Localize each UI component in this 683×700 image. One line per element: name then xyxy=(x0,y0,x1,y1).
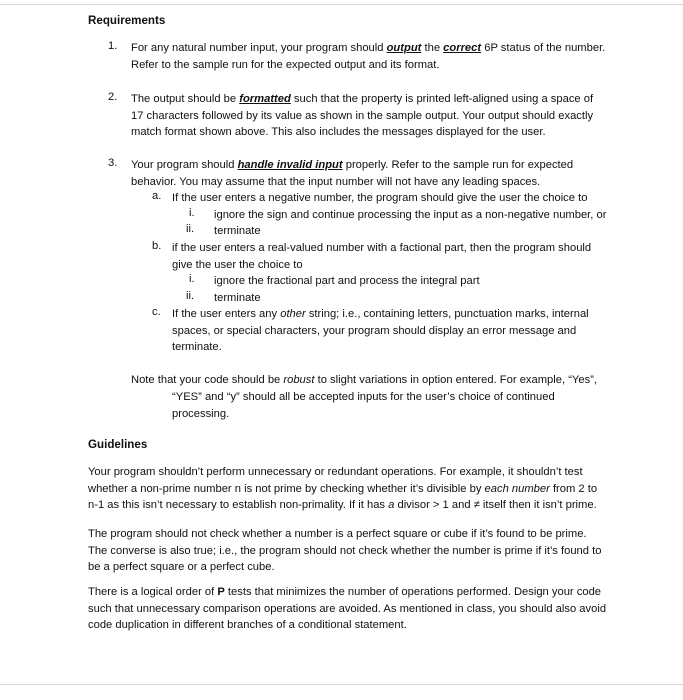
text-line: match format shown above. This also includes the messages displayed for the user. xyxy=(131,126,546,139)
option-marker: ii. xyxy=(186,223,195,235)
text-line: terminate. xyxy=(172,341,222,354)
guidelines-paragraph-2 xyxy=(88,526,648,576)
note-continuation xyxy=(172,389,555,422)
text-line: n-1 as this isn’t necessary to establish non-primality. If it has a divisor > 1 and ≠ itself then it isn’t prime. xyxy=(88,499,597,512)
sublist-marker-c: c. xyxy=(152,306,161,318)
requirement-item-3 xyxy=(131,157,573,190)
text-line: code duplication in different branches of a conditional statement. xyxy=(88,619,407,632)
text-line: whether a non-prime number n is not prime by checking whether it’s divisible by each number from 2 to xyxy=(88,482,598,495)
text-line: such that unnecessary comparison operations are avoided. As mentioned in class, you should also avoid xyxy=(88,602,607,615)
text-line: spaces, or special characters, your program should display an error message and xyxy=(172,324,577,337)
option-text: terminate xyxy=(214,225,261,237)
list-marker-1: 1. xyxy=(108,40,118,52)
text-line: if the user enters a real-valued number with a factional part, then the program should xyxy=(172,242,592,254)
text-line: The output should be formatted such that the property is printed left-aligned using a space of xyxy=(131,93,594,105)
text-line: Your program shouldn’t perform unnecessary or redundant operations. For example, it shouldn’t test xyxy=(88,466,583,478)
list-marker-2: 2. xyxy=(108,91,118,103)
text-line: Note that your code should be robust to slight variations in option entered. For example, “Yes”, xyxy=(131,374,598,386)
requirement-item-2 xyxy=(131,91,593,141)
text-line: The converse is also true; i.e., the program should not check whether the number is prime if it’s found to xyxy=(88,544,602,557)
requirements-heading: Requirements xyxy=(88,14,166,27)
bottom-divider xyxy=(0,684,683,685)
option-marker: ii. xyxy=(186,290,195,302)
guidelines-heading: Guidelines xyxy=(88,438,148,451)
text-line: give the user the choice to xyxy=(172,258,303,271)
option-text: ignore the fractional part and process the integral part xyxy=(214,275,480,287)
text-line: For any natural number input, your program should output the correct 6P status of the number. xyxy=(131,42,606,54)
text-line: There is a logical order of P tests that minimizes the number of operations performed. Design your code xyxy=(88,586,602,598)
text-line: Your program should handle invalid input properly. Refer to the sample run for expected xyxy=(131,159,574,171)
sublist-marker-a: a. xyxy=(152,190,162,202)
requirement-item-1 xyxy=(131,40,605,73)
subitem-a xyxy=(172,190,587,207)
text-line: Refer to the sample run for the expected output and its format. xyxy=(131,58,440,71)
text-line: 17 characters followed by its value as shown in the sample output. Your output should exactly xyxy=(131,109,594,122)
note-paragraph xyxy=(131,372,597,389)
option-text: terminate xyxy=(214,292,261,304)
text-line: The program should not check whether a number is a perfect square or cube if it’s found to be prime. xyxy=(88,528,587,540)
subitem-b xyxy=(172,240,591,273)
sublist-marker-b: b. xyxy=(152,240,162,252)
text-line: If the user enters a negative number, the program should give the user the choice to xyxy=(172,192,588,204)
option-marker: i. xyxy=(189,207,195,219)
text-line: If the user enters any other string; i.e., containing letters, punctuation marks, internal xyxy=(172,308,589,320)
option-text: ignore the sign and continue processing the input as a non-negative number, or xyxy=(214,209,607,221)
guidelines-paragraph-1 xyxy=(88,464,648,514)
subitem-c xyxy=(172,306,589,356)
text-line: “YES” and “y” should all be accepted inputs for the user’s choice of continued xyxy=(172,391,555,403)
guidelines-paragraph-3 xyxy=(88,584,648,634)
top-divider xyxy=(0,4,683,5)
text-line: processing. xyxy=(172,407,230,420)
list-marker-3: 3. xyxy=(108,157,118,169)
option-marker: i. xyxy=(189,273,195,285)
text-line: behavior. You may assume that the input number will not have any leading spaces. xyxy=(131,175,541,188)
text-line: be a perfect square or a perfect cube. xyxy=(88,561,275,574)
